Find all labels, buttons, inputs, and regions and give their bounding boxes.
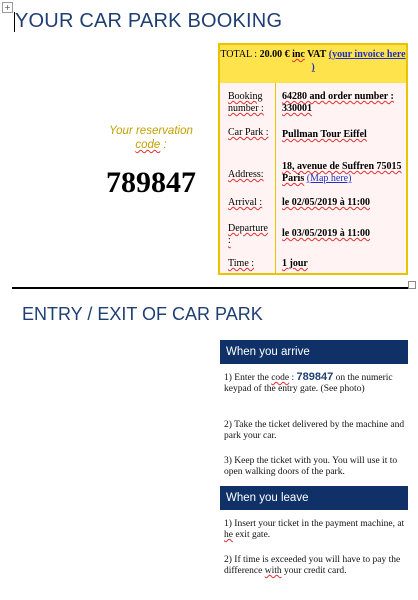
map-link[interactable]: (Map here) (306, 173, 352, 184)
entry-code: 789847 (296, 371, 334, 383)
page-title: YOUR CAR PARK BOOKING (15, 10, 283, 32)
invoice-link[interactable]: (your invoice here ) (311, 49, 406, 73)
address-value: 18, avenue de Suffren 75015 Paris (Map here) (282, 161, 402, 184)
arrive-step-1: 1) Enter the code : 789847 on the numeric keypad of the entry gate. (See photo) (224, 371, 393, 394)
booking-number-label: Booking number : (228, 91, 264, 114)
time-label: Time : (228, 258, 255, 269)
booking-table (218, 43, 408, 275)
arrival-label: Arrival : (228, 197, 263, 208)
entry-exit-title: ENTRY / EXIT OF CAR PARK (22, 304, 263, 324)
reservation-code: 789847 (106, 166, 196, 199)
address-label: Address: (228, 169, 264, 180)
table-move-handle-icon[interactable]: + (2, 2, 13, 13)
reservation-label-prefix: Your reservation (109, 125, 193, 137)
table-column-divider (275, 83, 276, 273)
leave-step-1: 1) Insert your ticket in the payment machine, at he exit gate. (224, 519, 405, 540)
section-divider (12, 287, 408, 289)
booking-number-value: 64280 and order number : 330001 (282, 91, 394, 114)
total-amount: 20.00 € (259, 49, 290, 60)
car-park-label: Car Park : (228, 127, 269, 138)
arrive-step-3: 3) Keep the ticket with you. You will use it to open walking doors of the park. (224, 456, 398, 477)
reservation-label-suffix: : (160, 139, 167, 151)
total-prefix: TOTAL : (220, 49, 260, 60)
reservation-label-word: code (135, 139, 161, 151)
total-cell (220, 45, 406, 83)
leave-step-2: 2) If time is exceeded you will have to pay the difference with your credit card. (224, 555, 401, 576)
departure-value: le 03/05/2019 à 11:00 (282, 228, 371, 239)
reservation-code-label (102, 124, 200, 152)
leave-heading: When you leave (220, 486, 408, 510)
time-value: 1 jour (282, 258, 308, 269)
total-inc: inc (292, 49, 305, 60)
table-resize-handle[interactable] (408, 281, 416, 289)
arrive-heading: When you arrive (220, 340, 408, 364)
departure-label: Departure : (228, 223, 268, 246)
car-park-value: Pullman Tour Eiffel (282, 129, 367, 140)
arrival-value: le 02/05/2019 à 11:00 (282, 197, 371, 208)
total-vat: VAT (304, 49, 327, 60)
arrive-step-2: 2) Take the ticket delivered by the machine and park your car. (224, 420, 405, 441)
